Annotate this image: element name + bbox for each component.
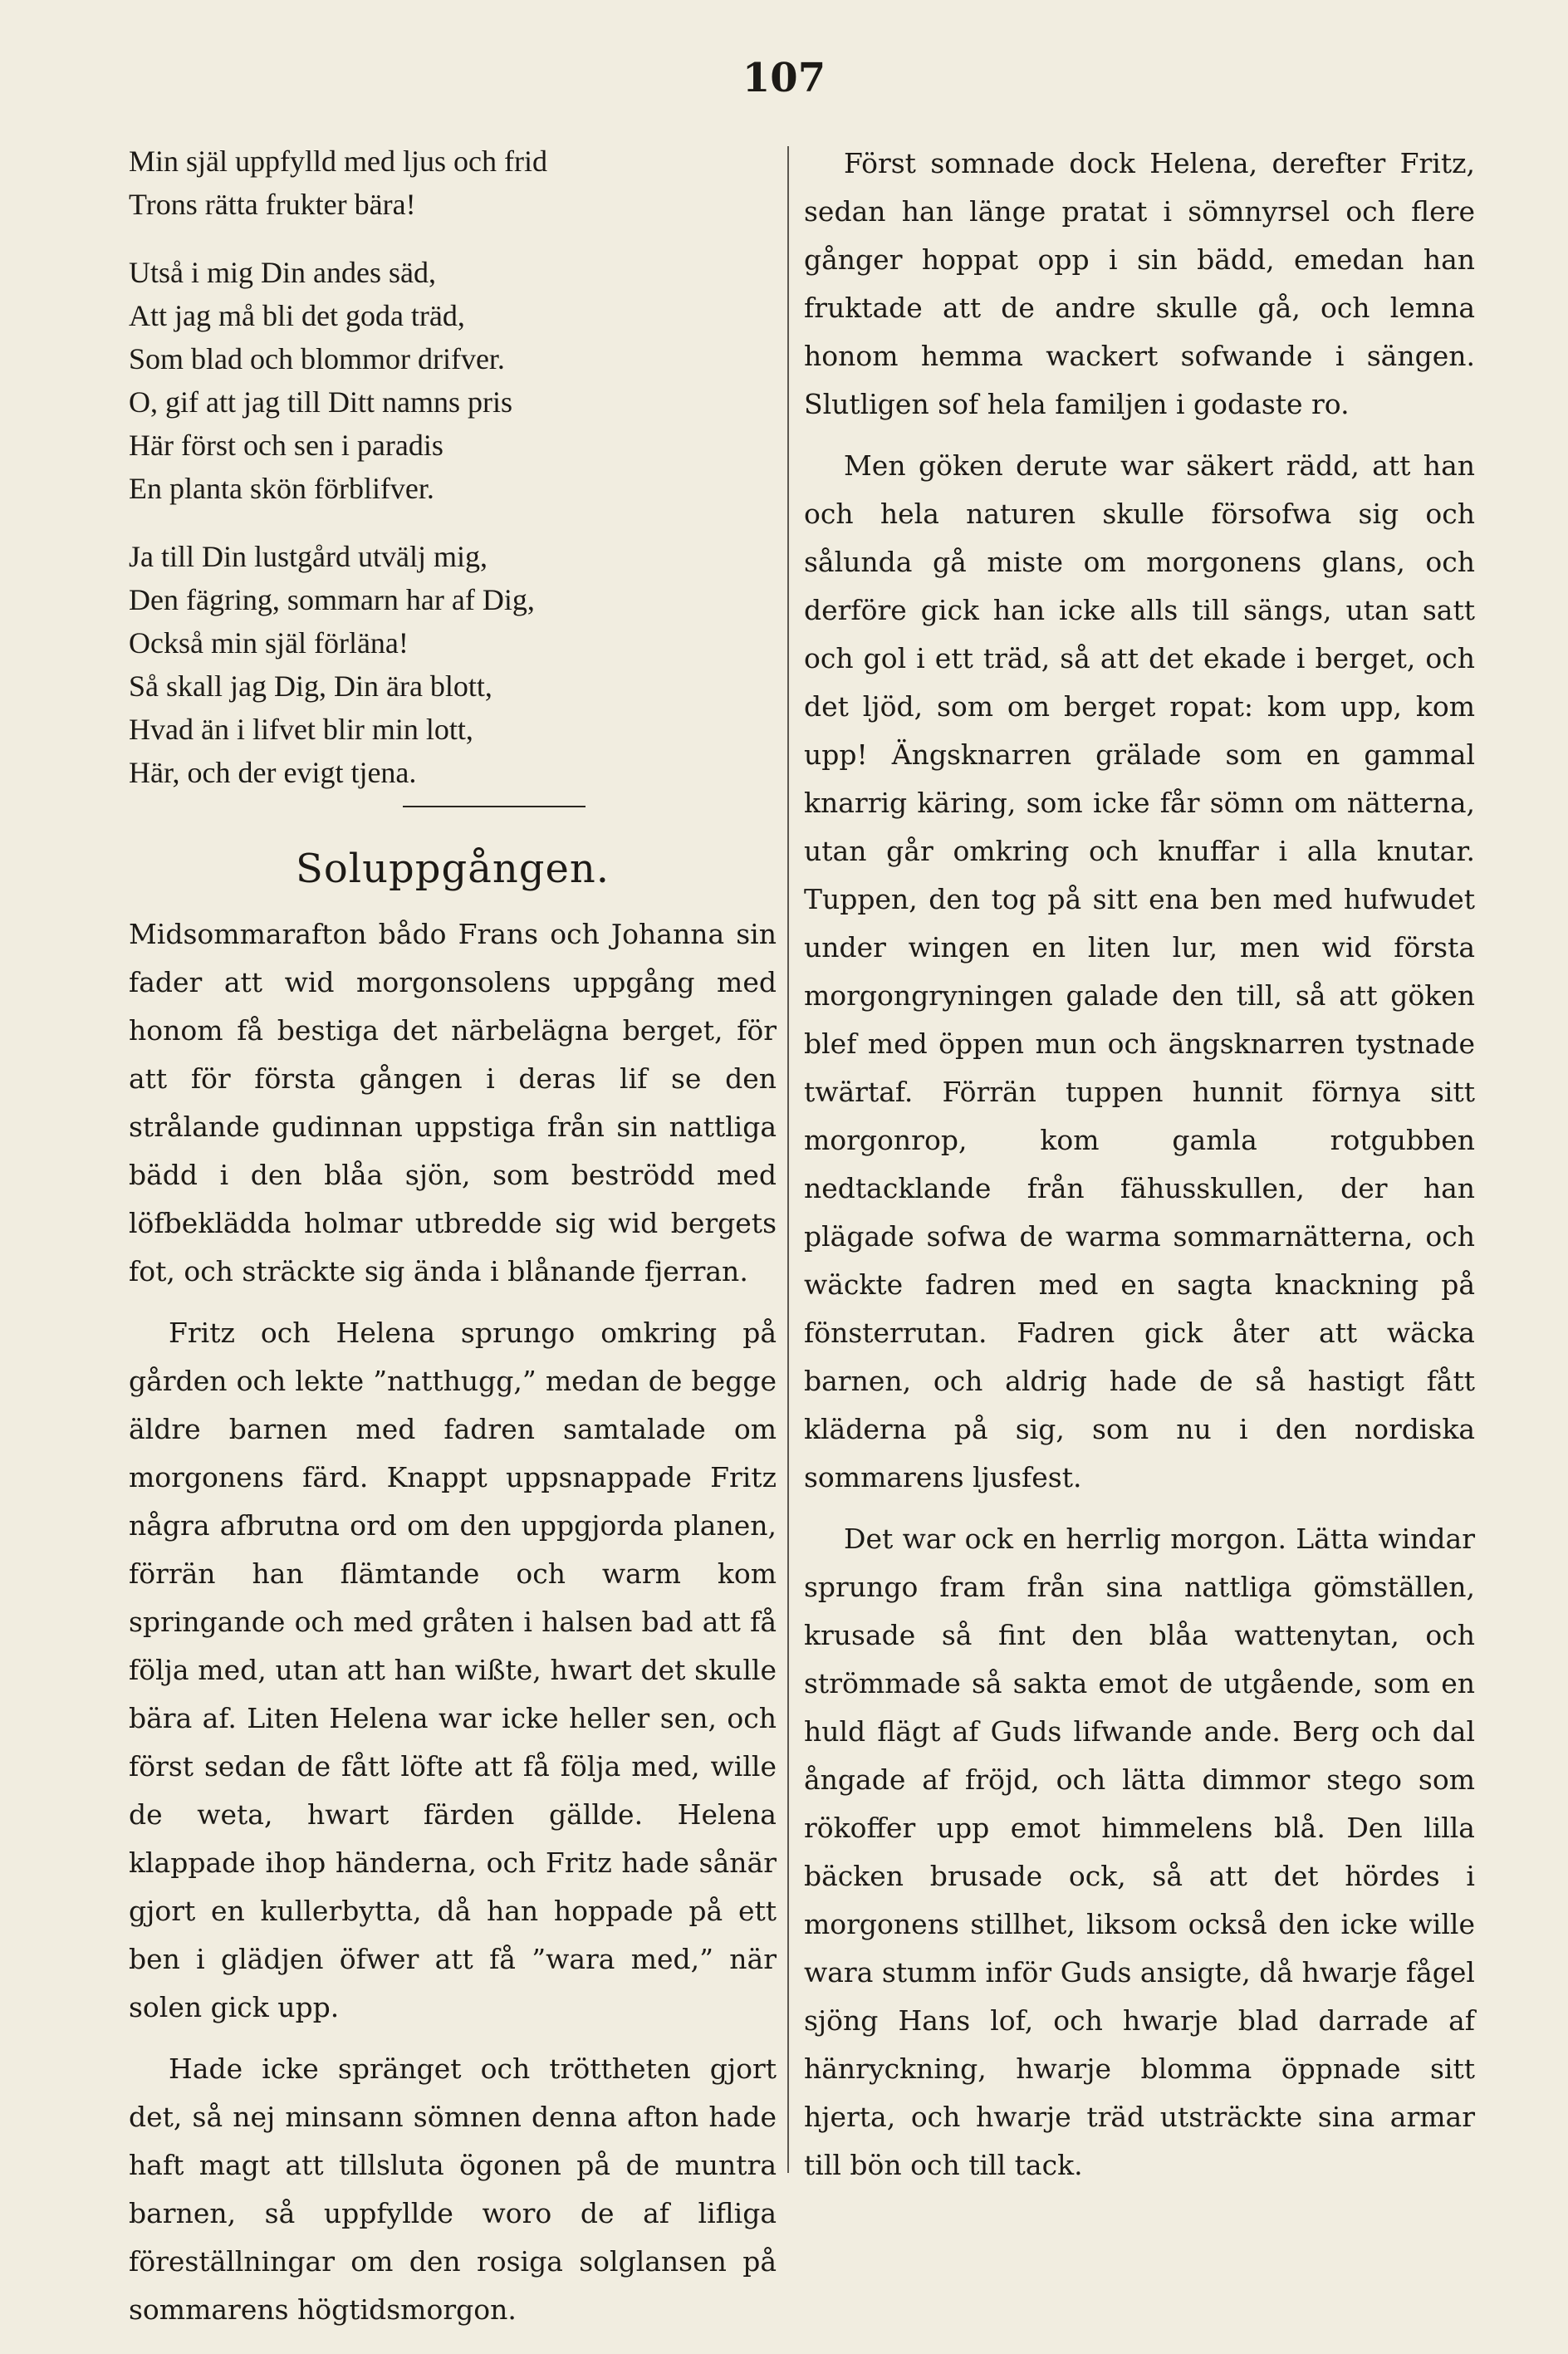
poem-line: O, gif att jag till Ditt namns pris	[129, 385, 512, 419]
poem-line: Den fägring, sommarn har af Dig,	[129, 583, 535, 616]
poem	[129, 140, 777, 794]
poem-line: Att jag må bli det goda träd,	[129, 299, 465, 332]
poem-line: Här, och der evigt tjena.	[129, 756, 417, 789]
poem-line: Min själ uppfylld med ljus och frid	[129, 145, 547, 178]
paragraph: Men göken derute war säkert rädd, att han och hela naturen skulle försofwa sig och sålunda gå miste om morgonens glans, och derföre gick han icke alls till sängs, utan satt och gol i ett träd, så att det ekade i berget, och det ljöd, som om berget ropat: kom upp, kom upp! Ängsknarren grälade som en gammal knarrig käring, som icke får sömn om nätterna, utan går omkring och knuffar i alla knutar. Tuppen, den tog på sitt ena ben med hufwudet under wingen en liten lur, men wid första morgongryningen galade den till, så att göken blef med öppen mun och ängsknarren tystnade twärtaf. Förrän tuppen hunnit förnya sitt morgonrop, kom gamla rotgubben nedtacklande från fähusskullen, der han plägade sofwa de warma sommarnätterna, och wäckte fadren med en sagta knackning på fönsterrutan. Fadren gick åter att wäcka barnen, och aldrig hade de så hastigt fått kläderna på sig, som nu i den nordiska sommarens ljusfest.	[804, 449, 1475, 1493]
poem-stanza-2	[129, 251, 777, 510]
poem-line: Utså i mig Din andes säd,	[129, 256, 436, 289]
poem-line: Så skall jag Dig, Din ära blott,	[129, 669, 492, 703]
paragraph: Det war ock en herrlig morgon. Lätta windar sprungo fram från sina nattliga gömställen, krusade så fint den blåa wattenytan, och strömmade så sakta emot de utgående, som en huld flägt af Guds lifwande ande. Berg och dal ångade af fröjd, och lätta dimmor stego som rökoffer upp emot himmelens blå. Den lilla bäcken brusade ock, så att det hördes i morgonens stillhet, liksom också den icke wille wara stumm inför Guds ansigte, då hwarje fågel sjöng Hans lof, och hwarje blad darrade af hänryckning, hwarje blomma öppnade sitt hjerta, och hwarje träd utsträckte sina armar till bön och till tack.	[804, 1523, 1475, 2181]
paragraph: Hade icke spränget och tröttheten gjort det, så nej minsann sömnen denna afton hade haft magt att tillsluta ögonen på de muntra barnen, så uppfyllde woro de af lifliga föreställningar om den rosiga solglansen på sommarens högtidsmorgon.	[129, 2052, 777, 2326]
left-column	[129, 140, 777, 2347]
paragraph: Fritz och Helena sprungo omkring på gården och lekte ”natthugg,” medan de begge äldre barnen med fadren samtalade om morgonens färd. Knappt uppsnappade Fritz några afbrutna ord om den uppgjorda planen, förrän han flämtande och warm kom springande och med gråten i halsen bad att få följa med, utan att han wißte, hwart det skulle bära af. Liten Helena war icke heller sen, och först sedan de fått löfte att få följa med, wille de weta, hwart färden gällde. Helena klappade ihop händerna, och Fritz hade sånär gjort en kullerbytta, då han hoppade på ett ben i glädjen öfwer att få ”wara med,” när solen gick upp.	[129, 1317, 777, 2023]
paragraph: Midsommarafton bådo Frans och Johanna sin fader att wid morgonsolens uppgång med honom få bestiga det närbelägna berget, för att för första gången i deras lif se den strålande gudinnan uppstiga från sin nattliga bädd i den blåa sjön, som beströdd med löfbeklädda holmar utbredde sig wid bergets fot, och sträckte sig ända i blånande fjerran.	[129, 918, 777, 1287]
poem-stanza-1	[129, 140, 777, 226]
poem-line: Här först och sen i paradis	[129, 429, 443, 462]
page-number: 107	[742, 55, 826, 101]
poem-line: Också min själ förläna!	[129, 626, 409, 660]
poem-end-rule	[403, 806, 586, 807]
paragraph: Först somnade dock Helena, derefter Fritz, sedan han länge pratat i sömnyrsel och flere gånger hoppat opp i sin bädd, emedan han fruktade att de andre skulle gå, och lemna honom hemma wackert sofwande i sängen. Slutligen sof hela familjen i godaste ro.	[804, 147, 1475, 420]
poem-stanza-3	[129, 535, 777, 794]
poem-line: Som blad och blommor drifver.	[129, 342, 505, 375]
section-title: Soluppgången.	[295, 846, 610, 892]
poem-line: Hvad än i lifvet blir min lott,	[129, 713, 473, 746]
poem-line: Trons rätta frukter bära!	[129, 188, 416, 221]
column-divider	[787, 146, 789, 2173]
poem-line: En planta skön förblifver.	[129, 472, 434, 505]
poem-line: Ja till Din lustgård utvälj mig,	[129, 540, 488, 573]
right-column	[804, 140, 1475, 2203]
